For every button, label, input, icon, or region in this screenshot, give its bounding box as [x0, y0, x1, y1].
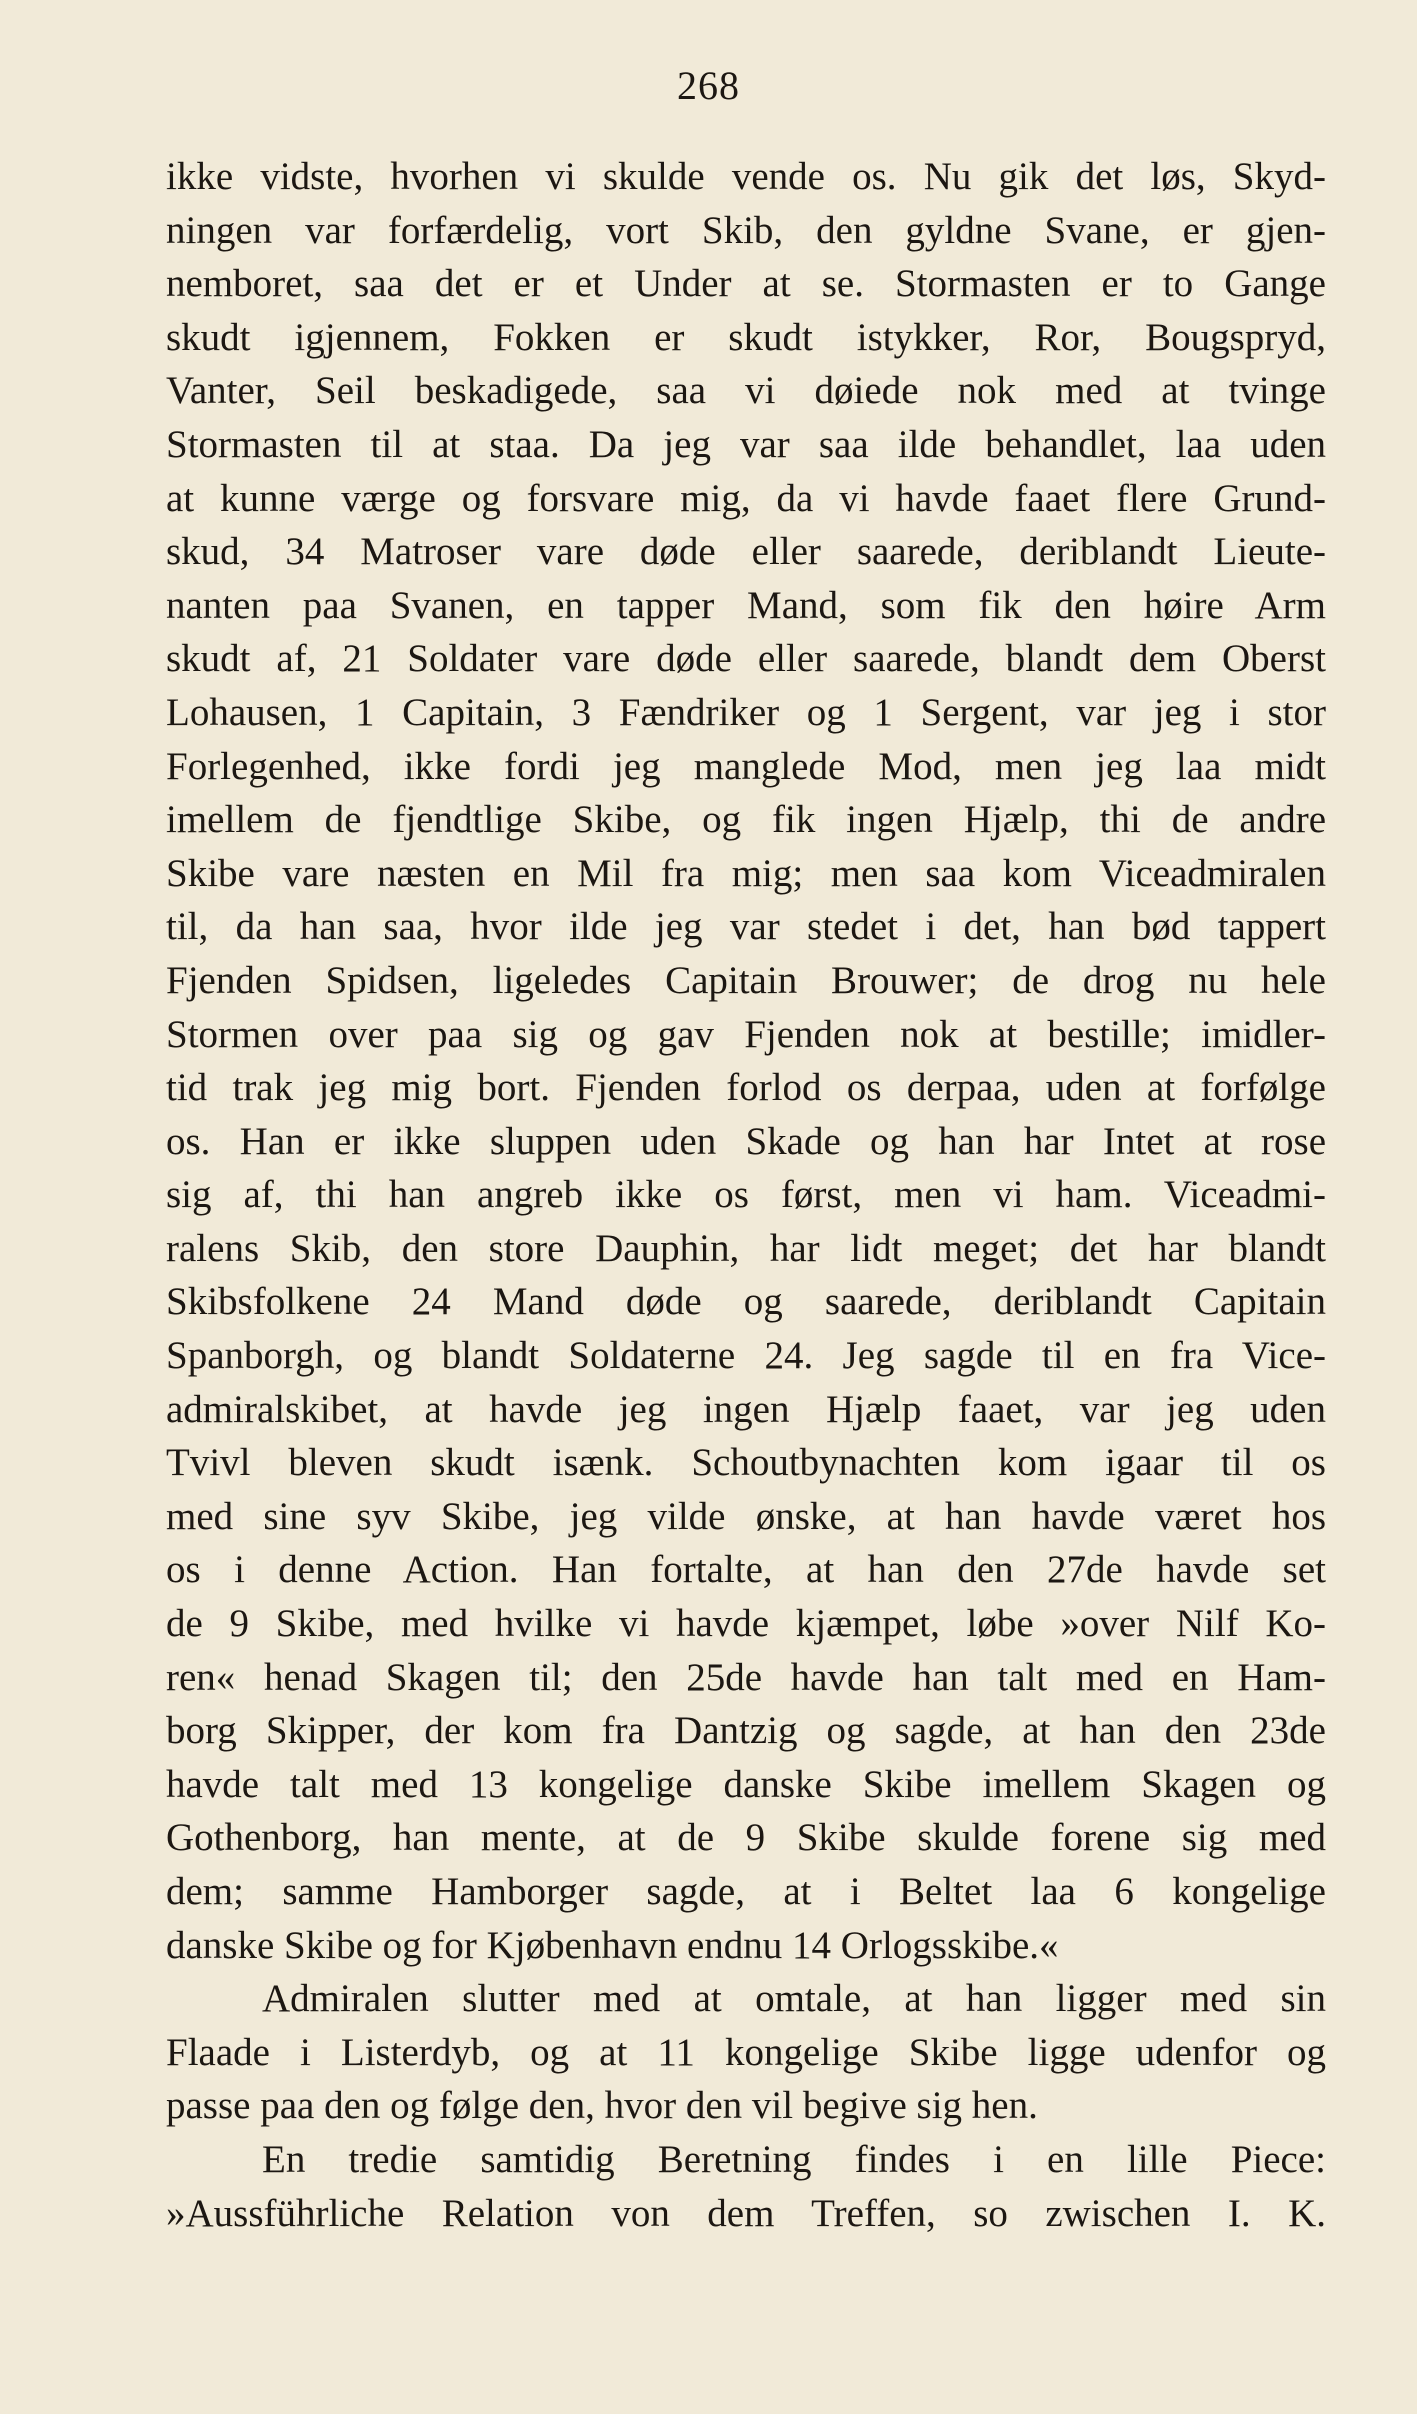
- text-line: Gothenborg, han mente, at de 9 Skibe skulde forene sig med: [166, 1816, 1326, 1860]
- text-line: Flaade i Listerdyb, og at 11 kongelige Skibe ligge udenfor og: [166, 2030, 1326, 2074]
- text-line: Stormasten til at staa. Da jeg var saa ilde behandlet, laa uden: [166, 422, 1326, 466]
- text-line: admiralskibet, at havde jeg ingen Hjælp faaet, var jeg uden: [166, 1387, 1326, 1431]
- text-line: borg Skipper, der kom fra Dantzig og sagde, at han den 23de: [166, 1709, 1326, 1753]
- text-line: ren« henad Skagen til; den 25de havde han talt med en Ham-: [166, 1655, 1326, 1699]
- text-line: de 9 Skibe, med hvilke vi havde kjæmpet, løbe »over Nilf Ko-: [166, 1602, 1326, 1646]
- text-line: ningen var forfærdelig, vort Skib, den gyldne Svane, er gjen-: [166, 208, 1326, 252]
- text-line: Spanborgh, og blandt Soldaterne 24. Jeg sagde til en fra Vice-: [166, 1334, 1326, 1378]
- text-line: danske Skibe og for Kjøbenhavn endnu 14 Orlogsskibe.«: [166, 1923, 1059, 1967]
- text-line: passe paa den og følge den, hvor den vil begive sig hen.: [166, 2084, 1038, 2128]
- text-line: dem; samme Hamborger sagde, at i Beltet laa 6 kongelige: [166, 1870, 1326, 1913]
- text-line: skud, 34 Matroser vare døde eller saarede, deriblandt Lieute-: [166, 530, 1326, 574]
- text-line: Stormen over paa sig og gav Fjenden nok at bestille; imidler-: [166, 1012, 1326, 1056]
- text-line: skudt igjennem, Fokken er skudt istykker, Ror, Bougspryd,: [166, 315, 1326, 359]
- body-text: [166, 150, 1326, 2240]
- text-line: at kunne værge og forsvare mig, da vi havde faaet flere Grund-: [166, 476, 1326, 520]
- text-line: Tvivl bleven skudt isænk. Schoutbynachten kom igaar til os: [166, 1441, 1326, 1485]
- text-line: os. Han er ikke sluppen uden Skade og han har Intet at rose: [166, 1119, 1326, 1163]
- text-line: sig af, thi han angreb ikke os først, men vi ham. Viceadmi-: [166, 1173, 1326, 1217]
- text-line: ralens Skib, den store Dauphin, har lidt meget; det har blandt: [166, 1226, 1326, 1270]
- text-line: En tredie samtidig Beretning findes i en lille Piece:: [262, 2137, 1326, 2181]
- text-line: med sine syv Skibe, jeg vilde ønske, at han havde været hos: [166, 1494, 1326, 1538]
- text-line: skudt af, 21 Soldater vare døde eller saarede, blandt dem Oberst: [166, 637, 1326, 681]
- text-line: Forlegenhed, ikke fordi jeg manglede Mod, men jeg laa midt: [166, 744, 1326, 788]
- text-line: ikke vidste, hvorhen vi skulde vende os. Nu gik det løs, Skyd-: [166, 155, 1326, 198]
- text-line: nemboret, saa det er et Under at se. Stormasten er to Gange: [166, 262, 1326, 306]
- text-line: Skibsfolkene 24 Mand døde og saarede, deriblandt Capitain: [166, 1280, 1326, 1324]
- text-line: Admiralen slutter med at omtale, at han ligger med sin: [262, 1977, 1326, 2021]
- text-line: tid trak jeg mig bort. Fjenden forlod os derpaa, uden at forfølge: [166, 1066, 1326, 1110]
- text-line: Lohausen, 1 Capitain, 3 Fændriker og 1 Sergent, var jeg i stor: [166, 690, 1326, 734]
- text-line: Skibe vare næsten en Mil fra mig; men saa kom Viceadmiralen: [166, 851, 1326, 895]
- text-line: til, da han saa, hvor ilde jeg var stedet i det, han bød tappert: [166, 905, 1326, 949]
- text-line: os i denne Action. Han fortalte, at han den 27de havde set: [166, 1548, 1326, 1592]
- text-line: Fjenden Spidsen, ligeledes Capitain Brouwer; de drog nu hele: [166, 958, 1326, 1002]
- text-line: havde talt med 13 kongelige danske Skibe imellem Skagen og: [166, 1762, 1326, 1806]
- text-line: nanten paa Svanen, en tapper Mand, som fik den høire Arm: [166, 583, 1326, 627]
- page-number: 268: [677, 63, 740, 108]
- text-line: »Aussführliche Relation von dem Treffen, so zwischen I. K.: [166, 2191, 1326, 2235]
- text-line: imellem de fjendtlige Skibe, og fik ingen Hjælp, thi de andre: [166, 798, 1326, 842]
- text-line: Vanter, Seil beskadigede, saa vi døiede nok med at tvinge: [166, 369, 1326, 413]
